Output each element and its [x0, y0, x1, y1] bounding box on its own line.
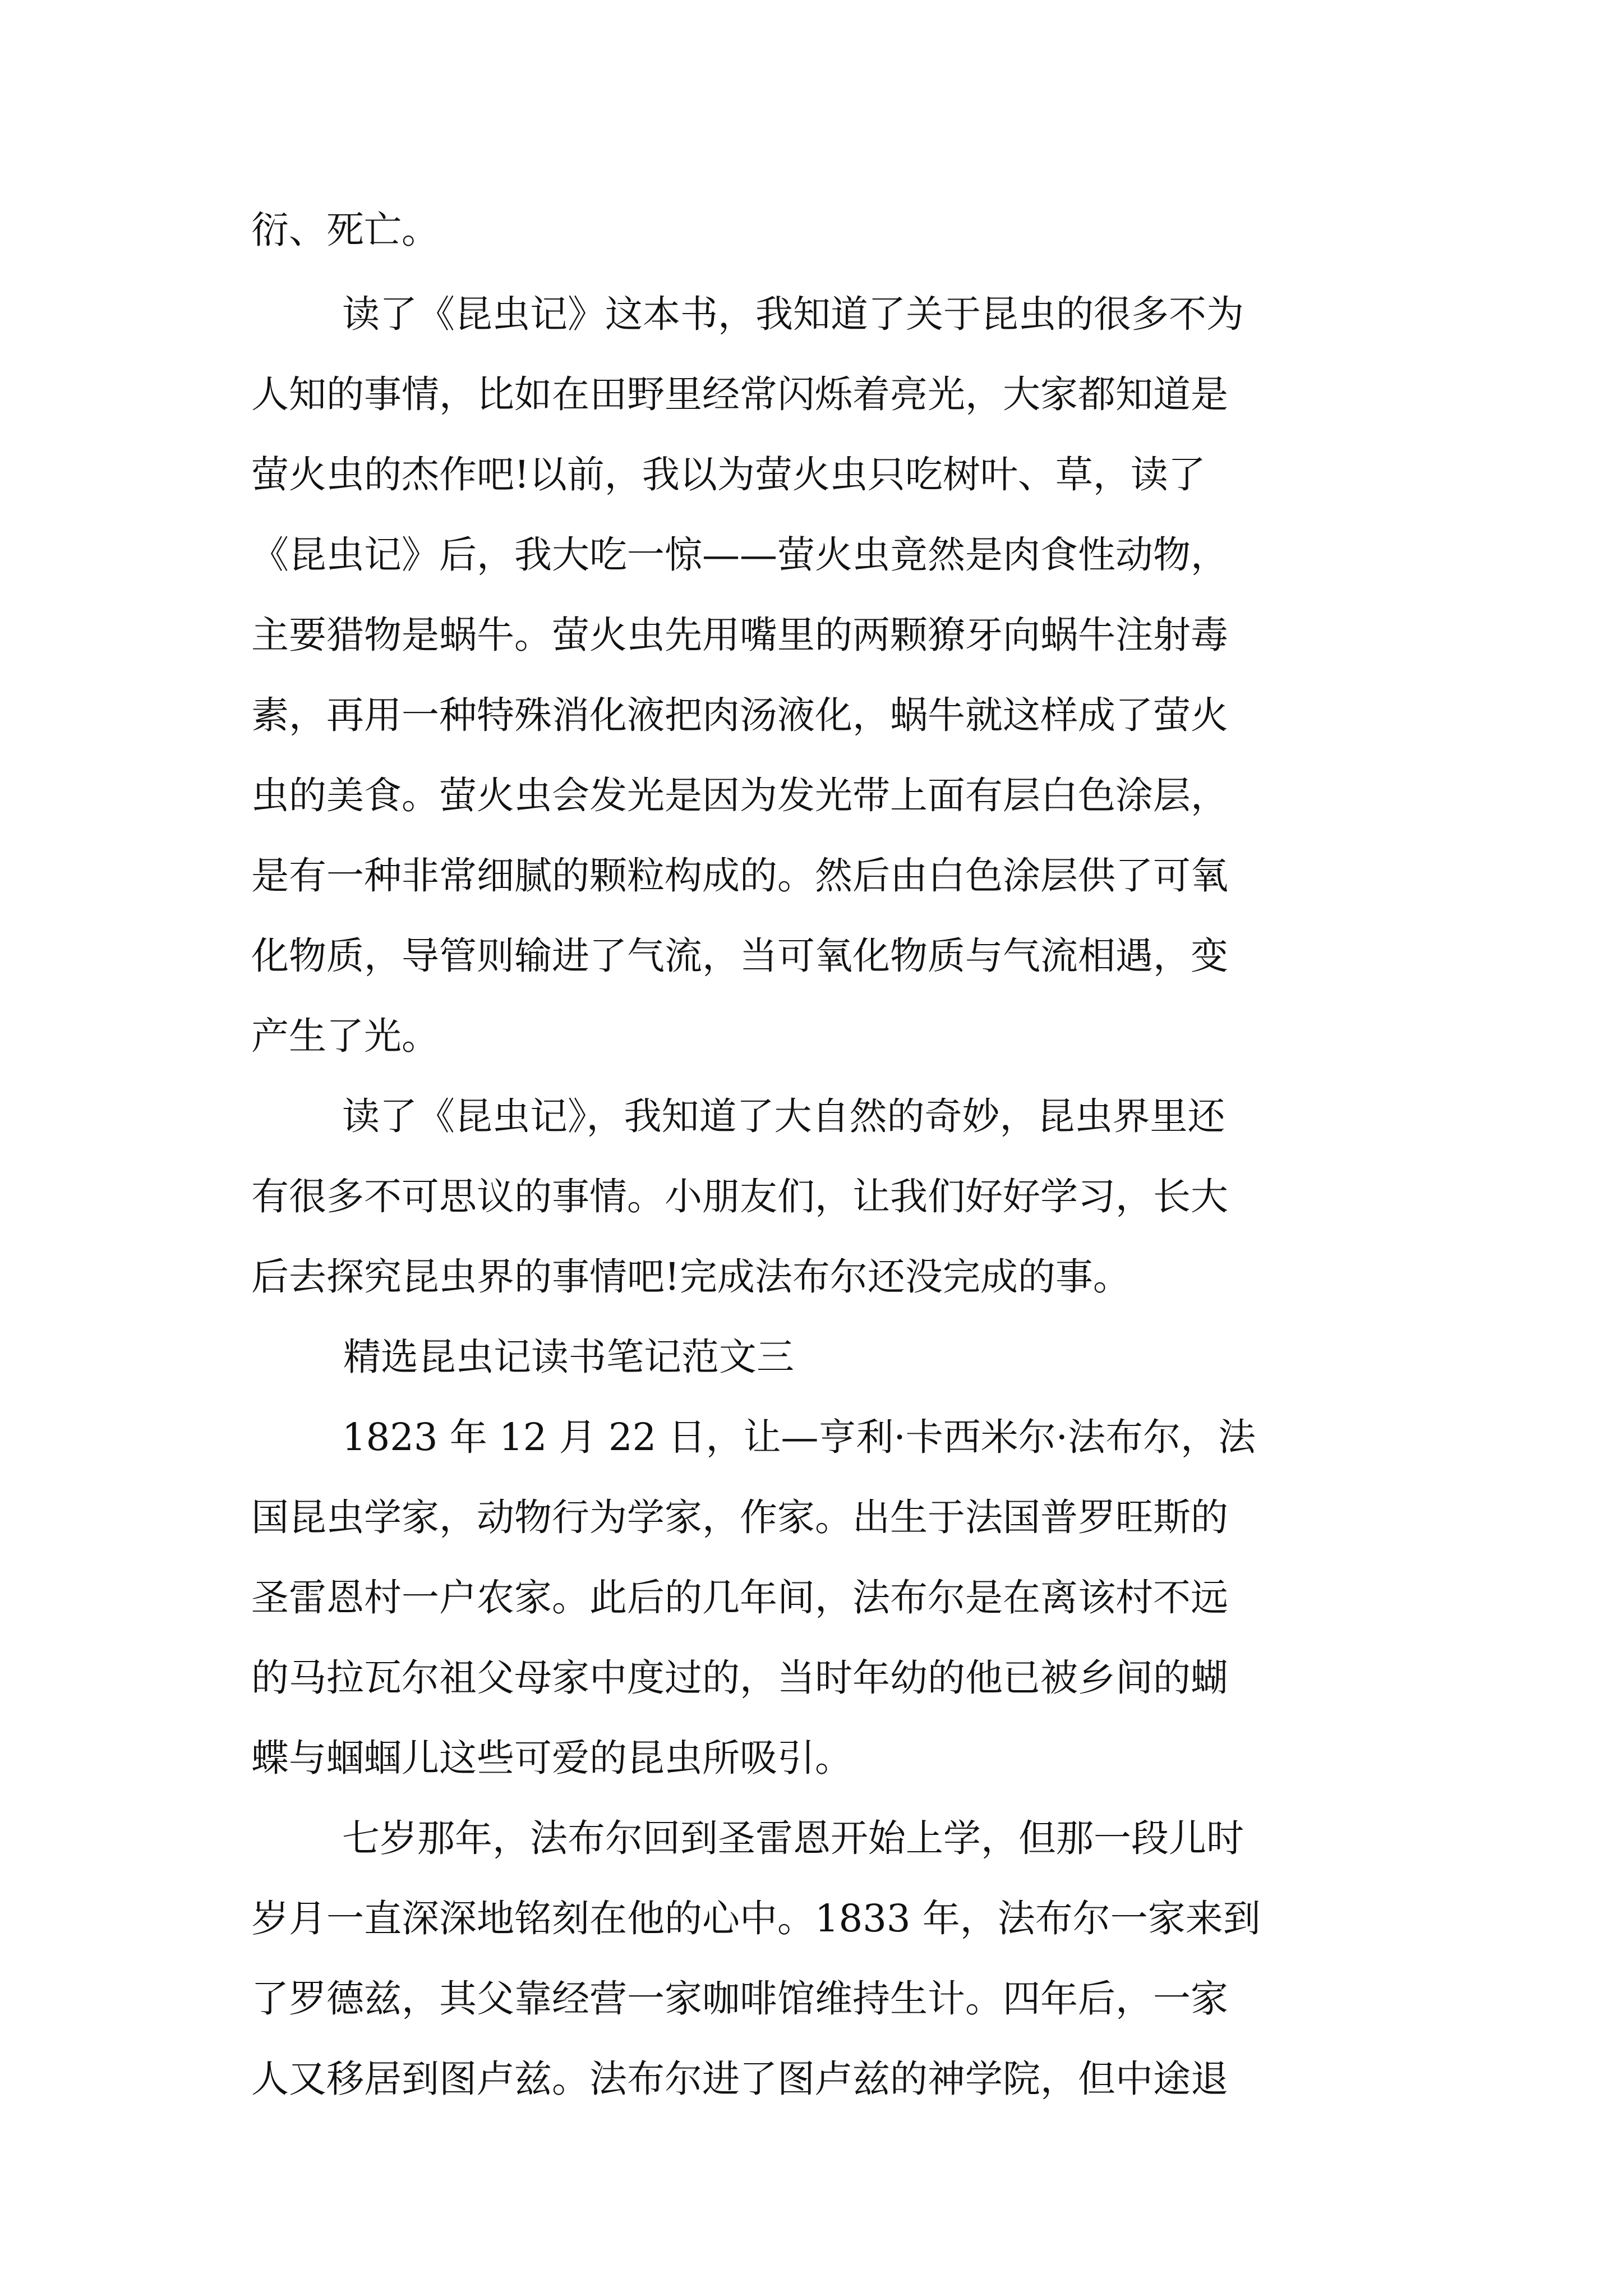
- text-line: 后去探究昆虫界的事情吧!完成法布尔还没完成的事。: [251, 1255, 1131, 1299]
- text-line: 人知的事情，比如在田野里经常闪烁着亮光，大家都知道是: [251, 372, 1228, 416]
- text-line: 国昆虫学家，动物行为学家，作家。出生于法国普罗旺斯的: [251, 1496, 1228, 1539]
- text-line: 主要猎物是蜗牛。萤火虫先用嘴里的两颗獠牙向蜗牛注射毒: [251, 613, 1228, 657]
- text-line: 是有一种非常细腻的颗粒构成的。然后由白色涂层供了可氧: [251, 854, 1228, 898]
- text-line: 七岁那年，法布尔回到圣雷恩开始上学，但那一段儿时: [342, 1816, 1244, 1860]
- text-line: 人又移居到图卢兹。法布尔进了图卢兹的神学院，但中途退: [251, 2057, 1228, 2101]
- text-line: 化物质，导管则输进了气流，当可氧化物质与气流相遇，变: [251, 934, 1228, 978]
- text-line: 岁月一直深深地铭刻在他的心中。1833 年，法布尔一家来到: [251, 1897, 1261, 1940]
- text-line: 读了《昆虫记》，我知道了大自然的奇妙，昆虫界里还: [342, 1094, 1225, 1138]
- text-line: 蝶与蝈蝈儿这些可爱的昆虫所吸引。: [251, 1736, 852, 1780]
- text-line: 产生了光。: [251, 1014, 439, 1058]
- section-heading: 精选昆虫记读书笔记范文三: [343, 1335, 794, 1379]
- text-line: 有很多不可思议的事情。小朋友们，让我们好好学习，长大: [251, 1175, 1228, 1218]
- text-line: 的马拉瓦尔祖父母家中度过的，当时年幼的他已被乡间的蝴: [251, 1656, 1228, 1700]
- text-line: 读了《昆虫记》这本书，我知道了关于昆虫的很多不为: [342, 292, 1244, 336]
- text-line: 《昆虫记》后，我大吃一惊——萤火虫竟然是肉食性动物，: [251, 533, 1228, 577]
- text-line: 1823 年 12 月 22 日，让—亨利·卡西米尔·法布尔，法: [342, 1415, 1256, 1459]
- text-line: 素，再用一种特殊消化液把肉汤液化，蜗牛就这样成了萤火: [251, 693, 1228, 737]
- text-line: 虫的美食。萤火虫会发光是因为发光带上面有层白色涂层，: [251, 774, 1228, 817]
- text-line: 衍、死亡。: [251, 208, 439, 252]
- text-line: 圣雷恩村一户农家。此后的几年间，法布尔是在离该村不远: [251, 1576, 1228, 1619]
- text-line: 萤火虫的杰作吧!以前，我以为萤火虫只吃树叶、草，读了: [251, 453, 1206, 496]
- text-line: 了罗德兹，其父靠经营一家咖啡馆维持生计。四年后，一家: [251, 1977, 1228, 2021]
